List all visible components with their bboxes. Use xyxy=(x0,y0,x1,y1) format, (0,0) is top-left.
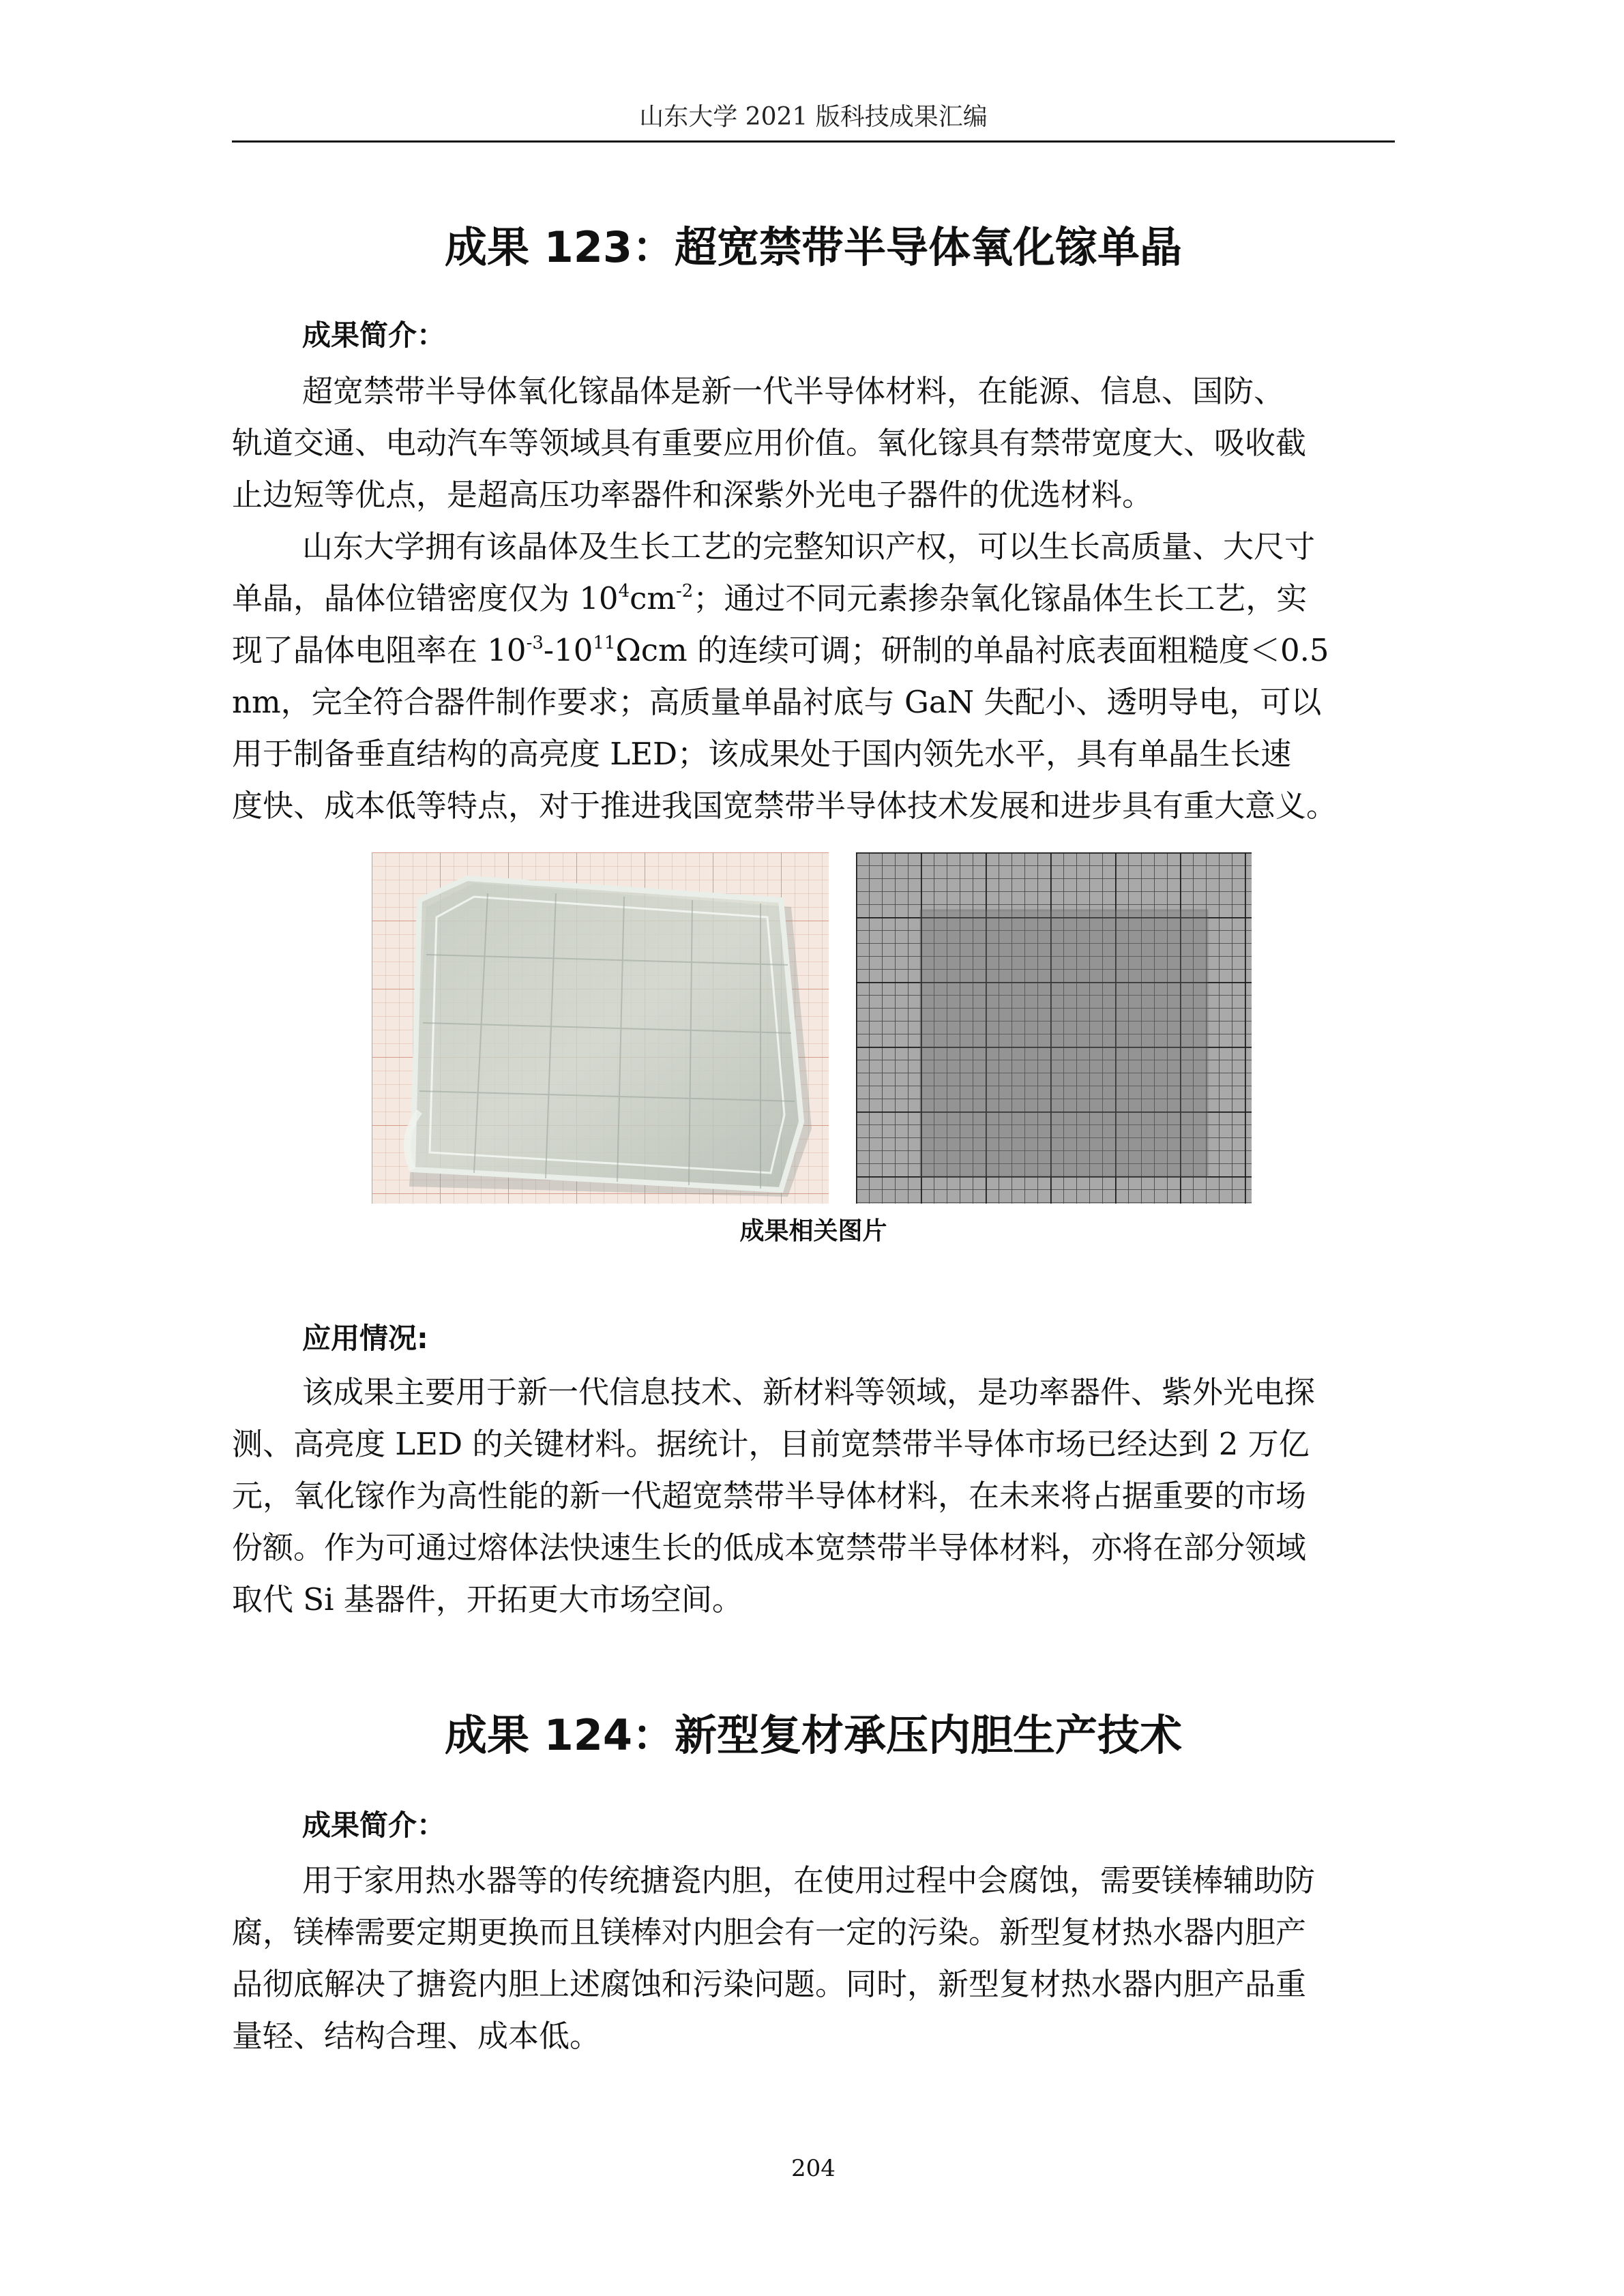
text-run: 现了晶体电阻率在 10 xyxy=(232,632,527,668)
text-line: 取代 Si 基器件，开拓更大市场空间。 xyxy=(232,1581,743,1617)
text-run: -10 xyxy=(543,632,593,668)
text-line: 轨道交通、电动汽车等领域具有重要应用价值。氧化镓具有禁带宽度大、吸收截 xyxy=(232,425,1307,461)
achievement-124-title: 成果 124：新型复材承压内胆生产技术 xyxy=(444,1710,1182,1760)
grid-transparency-photo xyxy=(856,852,1252,1204)
text-line: 用于家用热水器等的传统搪瓷内胆，在使用过程中会腐蚀，需要镁棒辅助防 xyxy=(302,1862,1316,1898)
text-run: 单晶，晶体位错密度仅为 10 xyxy=(232,580,619,616)
figure-caption: 成果相关图片 xyxy=(739,1217,887,1245)
text-line xyxy=(232,625,1395,676)
text-line: 腐，镁棒需要定期更换而且镁棒对内胆会有一定的污染。新型复材热水器内胆产 xyxy=(232,1914,1307,1950)
superscript: -2 xyxy=(676,581,694,601)
text-line: 止边短等优点，是超高压功率器件和深紫外光电子器件的优选材料。 xyxy=(232,477,1153,513)
running-header: 山东大学 2021 版科技成果汇编 xyxy=(639,103,988,131)
text-line: 测、高亮度 LED 的关键材料。据统计，目前宽禁带半导体市场已经达到 2 万亿 xyxy=(232,1426,1310,1462)
text-run: cm xyxy=(630,580,676,616)
crystal-photo xyxy=(372,852,829,1204)
achievement-123-intro-paragraph-1 xyxy=(232,366,1395,521)
achievement-123-title: 成果 123：超宽禁带半导体氧化镓单晶 xyxy=(444,222,1182,272)
text-line: 量轻、结构合理、成本低。 xyxy=(232,2018,601,2054)
header-rule xyxy=(232,140,1395,143)
text-line: 该成果主要用于新一代信息技术、新材料等领域，是功率器件、紫外光电探 xyxy=(302,1374,1316,1410)
text-line: nm，完全符合器件制作要求；高质量单晶衬底与 GaN 失配小、透明导电，可以 xyxy=(232,684,1322,720)
achievement-123-application-label: 应用情况: xyxy=(302,1322,428,1355)
text-line: 品彻底解决了搪瓷内胆上述腐蚀和污染问题。同时，新型复材热水器内胆产品重 xyxy=(232,1966,1307,2002)
text-line: 山东大学拥有该晶体及生长工艺的完整知识产权，可以生长高质量、大尺寸 xyxy=(302,528,1316,565)
text-line: 份额。作为可通过熔体法快速生长的低成本宽禁带半导体材料，亦将在部分领域 xyxy=(232,1530,1307,1566)
superscript: -3 xyxy=(526,633,544,653)
achievement-124-intro-label: 成果简介： xyxy=(302,1808,446,1842)
text-line: 元，氧化镓作为高性能的新一代超宽禁带半导体材料，在未来将占据重要的市场 xyxy=(232,1478,1307,1514)
crystal-photo-graphic xyxy=(372,852,829,1204)
page-number: 204 xyxy=(791,2155,836,2182)
text-line: 度快、成本低等特点，对于推进我国宽禁带半导体技术发展和进步具有重大意义。 xyxy=(232,788,1338,824)
superscript: 4 xyxy=(618,581,630,601)
achievement-123-application-paragraph xyxy=(232,1367,1395,1626)
text-line: 用于制备垂直结构的高亮度 LED；该成果处于国内领先水平，具有单晶生长速 xyxy=(232,736,1292,772)
grid-transparency-graphic xyxy=(856,852,1252,1204)
text-run: ；通过不同元素掺杂氧化镓晶体生长工艺，实 xyxy=(693,580,1308,616)
achievement-123-intro-paragraph-2 xyxy=(232,521,1395,832)
text-line xyxy=(232,573,1395,625)
text-run: Ωcm 的连续可调；研制的单晶衬底表面粗糙度＜0.5 xyxy=(615,632,1329,668)
achievement-124-intro-paragraph xyxy=(232,1855,1395,2062)
superscript: 11 xyxy=(593,633,616,653)
achievement-123-intro-label: 成果简介： xyxy=(302,318,446,352)
text-line: 超宽禁带半导体氧化镓晶体是新一代半导体材料，在能源、信息、国防、 xyxy=(302,373,1285,409)
